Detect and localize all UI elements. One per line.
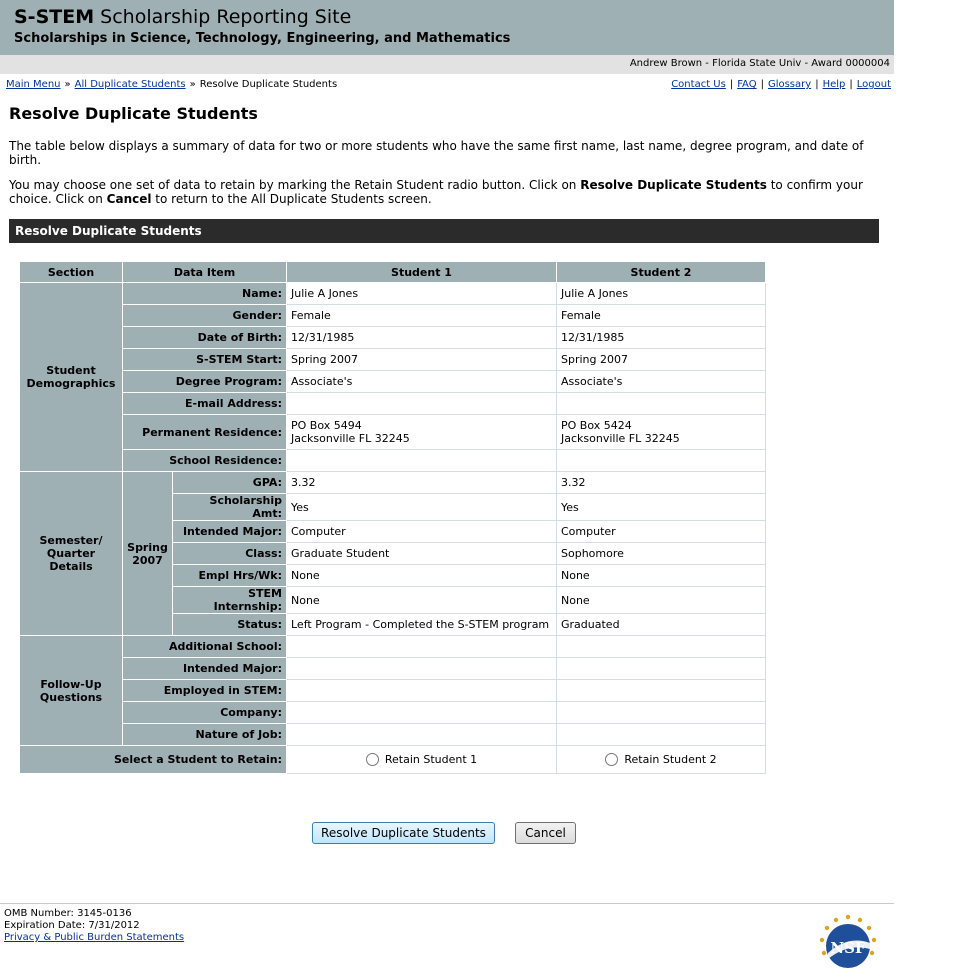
breadcrumb xyxy=(6,79,337,90)
breadcrumb-main-menu-link[interactable]: Main Menu xyxy=(6,79,61,90)
table-row xyxy=(20,371,766,393)
student-1-value: 12/31/1985 xyxy=(287,327,557,349)
student-2-value: Female xyxy=(557,305,766,327)
duplicate-students-table xyxy=(19,261,766,774)
student-1-value: 3.32 xyxy=(287,472,557,494)
row-label: Intended Major: xyxy=(123,658,287,680)
row-label: School Residence: xyxy=(123,450,287,472)
instructions-paragraph xyxy=(9,178,877,206)
header-section: Section xyxy=(20,262,123,283)
student-1-value: Graduate Student xyxy=(287,543,557,565)
table-header-row xyxy=(20,262,766,283)
student-1-value: Computer xyxy=(287,521,557,543)
retain-student-2-option[interactable] xyxy=(605,753,716,766)
row-label: Additional School: xyxy=(123,636,287,658)
section-label-line: Semester/ xyxy=(39,534,103,547)
retain-student-2-cell xyxy=(557,746,766,774)
intro-paragraph: The table below displays a summary of data for two or more students who have the same first name, last name, degree program, and date of birth. xyxy=(9,139,864,167)
section-label-line: Quarter Details xyxy=(46,547,96,573)
student-2-value: Graduated xyxy=(557,614,766,636)
term-label xyxy=(123,472,173,636)
link-separator: | xyxy=(849,79,853,90)
student-2-value: 3.32 xyxy=(557,472,766,494)
student-2-value: Julie A Jones xyxy=(557,283,766,305)
student-2-value: Associate's xyxy=(557,371,766,393)
student-1-value: Associate's xyxy=(287,371,557,393)
header-data-item: Data Item xyxy=(123,262,287,283)
row-label: Status: xyxy=(173,614,287,636)
breadcrumb-current: Resolve Duplicate Students xyxy=(199,79,338,90)
section-header-bar xyxy=(9,219,879,243)
row-label: STEM Internship: xyxy=(173,587,287,614)
student-2-value: None xyxy=(557,565,766,587)
section-semester-details xyxy=(20,472,123,636)
site-header xyxy=(0,0,894,55)
breadcrumb-separator: » xyxy=(64,79,71,90)
student-2-value: Spring 2007 xyxy=(557,349,766,371)
row-label: Permanent Residence: xyxy=(123,415,287,450)
address-line: Jacksonville FL 32245 xyxy=(291,432,410,445)
user-info-bar xyxy=(0,55,894,74)
faq-link[interactable]: FAQ xyxy=(737,79,757,90)
student-1-value xyxy=(287,702,557,724)
logout-link[interactable]: Logout xyxy=(856,79,891,90)
link-separator: | xyxy=(729,79,734,90)
instructions-text: to return to the All Duplicate Students screen. xyxy=(151,192,432,206)
table-row xyxy=(20,680,766,702)
retain-row xyxy=(20,746,766,774)
student-2-value xyxy=(557,658,766,680)
retain-student-1-label: Retain Student 1 xyxy=(384,752,478,766)
table-row xyxy=(20,636,766,658)
retain-student-2-label: Retain Student 2 xyxy=(624,752,717,766)
retain-student-1-option[interactable] xyxy=(366,753,477,766)
student-1-value: None xyxy=(287,587,557,614)
row-label: Scholarship Amt: xyxy=(173,494,287,521)
student-1-value: None xyxy=(287,565,557,587)
retain-student-2-radio[interactable] xyxy=(605,753,618,766)
omb-number: OMB Number: 3145-0136 xyxy=(4,908,132,919)
row-label: Employed in STEM: xyxy=(123,680,287,702)
row-label: S-STEM Start: xyxy=(123,349,287,371)
student-2-value xyxy=(557,393,766,415)
row-label: Gender: xyxy=(123,305,287,327)
retain-label: Select a Student to Retain: xyxy=(20,746,287,774)
student-1-value xyxy=(287,393,557,415)
section-header-title: Resolve Duplicate Students xyxy=(15,224,202,238)
table-row xyxy=(20,724,766,746)
table-row xyxy=(20,450,766,472)
breadcrumb-separator: » xyxy=(189,79,196,90)
table-row xyxy=(20,658,766,680)
user-info-text: Andrew Brown - Florida State Univ - Award 0000004 xyxy=(629,58,890,69)
row-label: Date of Birth: xyxy=(123,327,287,349)
row-label: Intended Major: xyxy=(173,521,287,543)
breadcrumb-all-duplicates-link[interactable]: All Duplicate Students xyxy=(74,79,186,90)
table-row xyxy=(20,702,766,724)
table-row xyxy=(20,472,766,494)
student-1-value xyxy=(287,450,557,472)
student-2-value xyxy=(557,680,766,702)
table-row xyxy=(20,283,766,305)
site-title xyxy=(14,6,351,28)
row-label: Degree Program: xyxy=(123,371,287,393)
retain-student-1-cell xyxy=(287,746,557,774)
section-label-line: Follow-Up xyxy=(40,677,102,691)
term-label-line: 2007 xyxy=(132,553,163,567)
row-label: E-mail Address: xyxy=(123,393,287,415)
privacy-statements-link[interactable]: Privacy & Public Burden Statements xyxy=(4,932,185,943)
row-label: Nature of Job: xyxy=(123,724,287,746)
student-2-value: Computer xyxy=(557,521,766,543)
top-links xyxy=(671,79,891,90)
student-1-value xyxy=(287,680,557,702)
row-label: Empl Hrs/Wk: xyxy=(173,565,287,587)
header-student-1: Student 1 xyxy=(287,262,557,283)
instructions-bold-cancel: Cancel xyxy=(106,192,152,206)
student-2-value: Yes xyxy=(557,494,766,521)
student-2-value: None xyxy=(557,587,766,614)
nsf-logo-text: NSF xyxy=(830,939,866,957)
retain-student-1-radio[interactable] xyxy=(366,753,379,766)
student-2-value xyxy=(557,702,766,724)
site-title-strong: S-STEM xyxy=(14,6,95,28)
student-2-value xyxy=(557,450,766,472)
contact-us-link[interactable]: Contact Us xyxy=(671,79,726,90)
table-row xyxy=(20,305,766,327)
student-1-value: Left Program - Completed the S-STEM program xyxy=(287,614,557,636)
glossary-link[interactable]: Glossary xyxy=(767,79,812,90)
student-1-value xyxy=(287,658,557,680)
address-line: Jacksonville FL 32245 xyxy=(561,432,680,445)
address-line: PO Box 5424 xyxy=(561,419,632,432)
expiration-date: Expiration Date: 7/31/2012 xyxy=(4,920,140,931)
section-student-demographics: Student Demographics xyxy=(20,283,123,472)
resolve-duplicates-button[interactable]: Resolve Duplicate Students xyxy=(312,822,495,844)
section-label-line: Questions xyxy=(39,690,103,704)
nsf-logo-icon xyxy=(812,913,884,968)
student-1-value xyxy=(287,415,557,450)
site-subtitle: Scholarships in Science, Technology, Engineering, and Mathematics xyxy=(14,31,511,46)
table-row xyxy=(20,415,766,450)
student-1-value: Julie A Jones xyxy=(287,283,557,305)
link-separator: | xyxy=(760,79,764,90)
table-row xyxy=(20,327,766,349)
table-row xyxy=(20,349,766,371)
row-label: GPA: xyxy=(173,472,287,494)
student-2-value: Sophomore xyxy=(557,543,766,565)
row-label: Name: xyxy=(123,283,287,305)
student-1-value: Yes xyxy=(287,494,557,521)
footer-divider xyxy=(0,903,894,904)
help-link[interactable]: Help xyxy=(822,79,846,90)
student-2-value xyxy=(557,636,766,658)
student-1-value: Female xyxy=(287,305,557,327)
student-1-value xyxy=(287,724,557,746)
footer xyxy=(4,908,184,944)
student-1-value xyxy=(287,636,557,658)
page-title: Resolve Duplicate Students xyxy=(9,104,258,123)
student-1-value: Spring 2007 xyxy=(287,349,557,371)
section-follow-up xyxy=(20,636,123,746)
student-2-value: 12/31/1985 xyxy=(557,327,766,349)
term-label-line: Spring xyxy=(127,540,168,554)
row-label: Class: xyxy=(173,543,287,565)
row-label: Company: xyxy=(123,702,287,724)
instructions-bold-resolve: Resolve Duplicate Students xyxy=(580,178,767,192)
student-2-value xyxy=(557,724,766,746)
header-student-2: Student 2 xyxy=(557,262,766,283)
site-title-rest: Scholarship Reporting Site xyxy=(100,6,352,28)
instructions-text: You may choose one set of data to retain by marking the Retain Student radio button. Click on xyxy=(9,178,581,192)
cancel-button[interactable]: Cancel xyxy=(515,822,576,844)
table-row xyxy=(20,393,766,415)
instructions-text: to confirm your choice. Click on xyxy=(9,178,863,206)
student-2-value xyxy=(557,415,766,450)
link-separator: | xyxy=(815,79,819,90)
address-line: PO Box 5494 xyxy=(291,419,362,432)
